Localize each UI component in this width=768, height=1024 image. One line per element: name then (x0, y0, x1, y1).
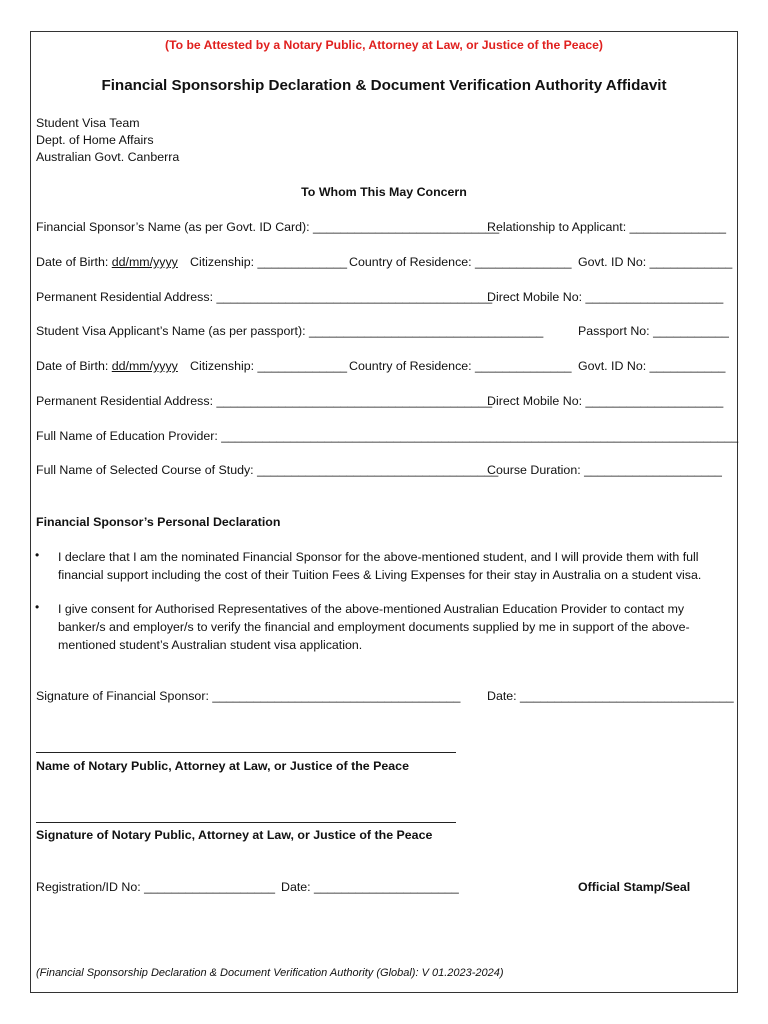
sponsor-dob-format: dd/mm/yyyy (111, 255, 178, 269)
sponsor-citizenship-field[interactable]: Citizenship: _____________ (190, 255, 348, 269)
document-border (30, 31, 738, 993)
official-stamp-label: Official Stamp/Seal (578, 880, 691, 894)
relationship-field[interactable]: Relationship to Applicant: ______________ (487, 220, 727, 234)
sponsor-name-field[interactable]: Financial Sponsor’s Name (as per Govt. ID Card): ___________________________ (36, 220, 500, 234)
applicant-dob-label: Date of Birth: (36, 359, 112, 373)
salutation: To Whom This May Concern (301, 185, 467, 199)
registration-id-field[interactable]: Registration/ID No: ___________________ (36, 880, 276, 894)
bullet-marker: • (35, 600, 40, 614)
applicant-govt-id-field[interactable]: Govt. ID No: ___________ (578, 359, 726, 373)
sponsor-dob-field[interactable] (36, 255, 178, 270)
sponsor-address-field[interactable]: Permanent Residential Address: ________________________________________ (36, 290, 493, 304)
document-title: Financial Sponsorship Declaration & Document Verification Authority Affidavit (101, 77, 667, 94)
declaration-heading: Financial Sponsor’s Personal Declaration (36, 515, 281, 529)
sponsor-mobile-field[interactable]: Direct Mobile No: ____________________ (487, 290, 724, 304)
applicant-dob-format: dd/mm/yyyy (111, 359, 178, 373)
applicant-address-field[interactable]: Permanent Residential Address: ________________________________________ (36, 394, 493, 408)
education-provider-field[interactable]: Full Name of Education Provider: ___________________________________________________________________________ (36, 429, 739, 443)
notary-name-label: Name of Notary Public, Attorney at Law, or Justice of the Peace (36, 759, 409, 773)
sponsor-signature-field[interactable]: Signature of Financial Sponsor: ____________________________________ (36, 689, 461, 703)
sponsor-residence-field[interactable]: Country of Residence: ______________ (349, 255, 572, 269)
bullet-marker: • (35, 548, 40, 562)
attestation-note: (To be Attested by a Notary Public, Attorney at Law, or Justice of the Peace) (165, 38, 603, 52)
notary-date-field[interactable]: Date: _____________________ (281, 880, 459, 894)
course-duration-field[interactable]: Course Duration: ____________________ (487, 463, 722, 477)
applicant-mobile-field[interactable]: Direct Mobile No: ____________________ (487, 394, 724, 408)
sponsor-govt-id-field[interactable]: Govt. ID No: ____________ (578, 255, 733, 269)
address-line-2: Dept. of Home Affairs (36, 133, 154, 147)
applicant-name-field[interactable]: Student Visa Applicant’s Name (as per passport): __________________________________ (36, 324, 544, 338)
applicant-dob-field[interactable] (36, 359, 178, 374)
sponsor-date-field[interactable]: Date: _______________________________ (487, 689, 734, 703)
notary-signature-label: Signature of Notary Public, Attorney at Law, or Justice of the Peace (36, 828, 433, 842)
version-footer: (Financial Sponsorship Declaration & Document Verification Authority (Global): V 01.2023-2024) (36, 967, 504, 979)
course-field[interactable]: Full Name of Selected Course of Study: ___________________________________ (36, 463, 499, 477)
declaration-item-2: I give consent for Authorised Representatives of the above-mentioned Australian Education Provider to contact my banker/s and employer/s to verify the financial and employment documents supplied by me in support of the above-mentioned student’s Australian student visa application. (58, 602, 690, 652)
notary-name-line[interactable] (36, 752, 456, 753)
address-line-3: Australian Govt. Canberra (36, 150, 180, 164)
applicant-residence-field[interactable]: Country of Residence: ______________ (349, 359, 572, 373)
sponsor-dob-label: Date of Birth: (36, 255, 112, 269)
notary-signature-line[interactable] (36, 822, 456, 823)
declaration-item-1: I declare that I am the nominated Financial Sponsor for the above-mentioned student, and I will provide them with full financial support including the cost of their Tuition Fees & Living Expenses for their stay in Australia on a student visa. (58, 550, 702, 582)
passport-field[interactable]: Passport No: ___________ (578, 324, 729, 338)
address-line-1: Student Visa Team (36, 116, 140, 130)
applicant-citizenship-field[interactable]: Citizenship: _____________ (190, 359, 348, 373)
